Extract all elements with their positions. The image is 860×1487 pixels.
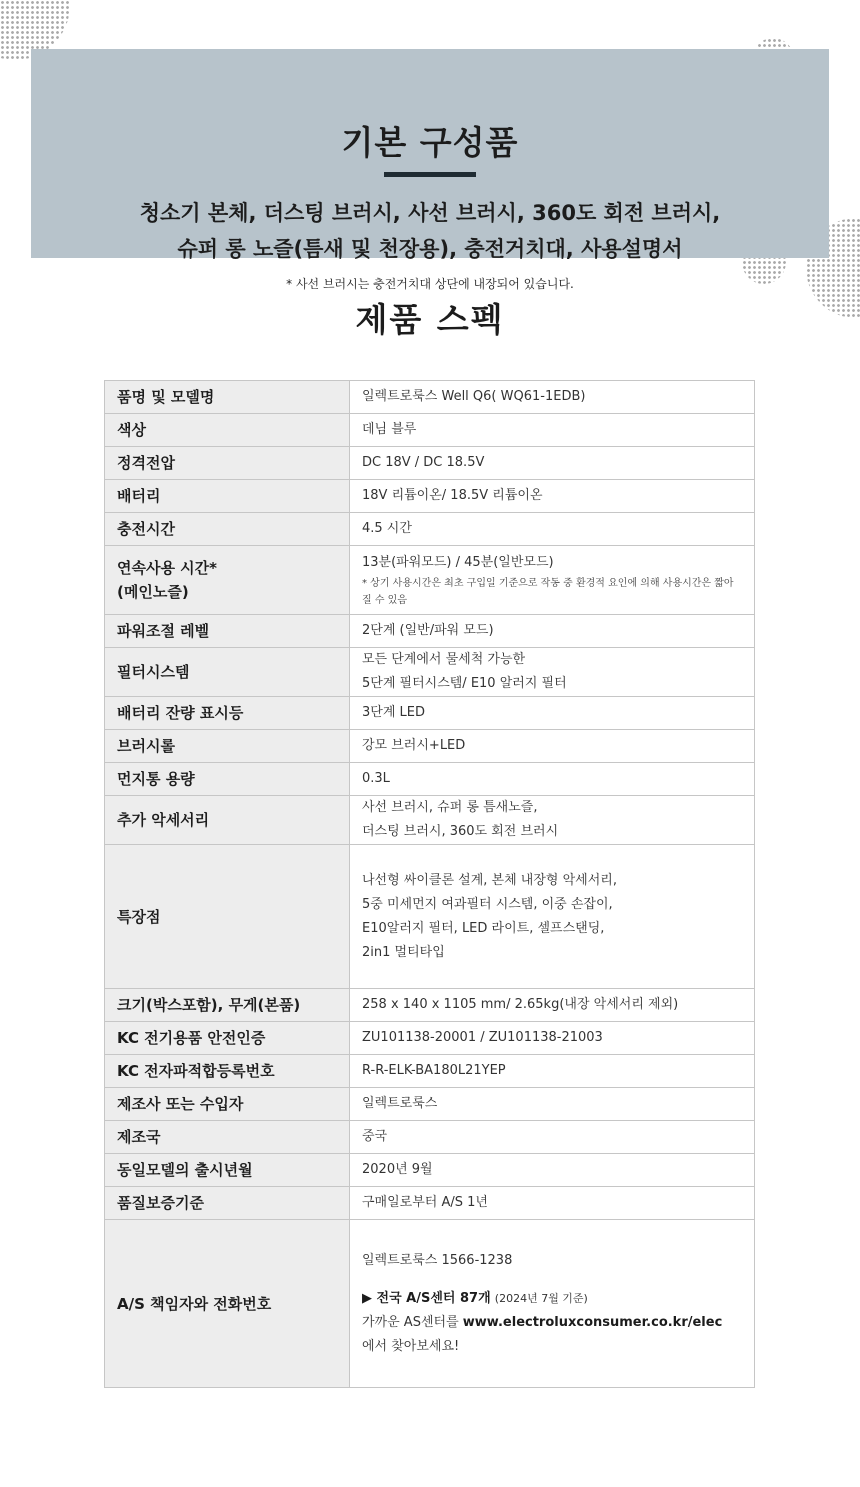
as-center-link-line bbox=[362, 1311, 742, 1335]
spec-value bbox=[350, 546, 755, 615]
spec-value: 4.5 시간 bbox=[350, 513, 755, 546]
feature-line: 2in1 멀티타입 bbox=[362, 944, 445, 960]
spec-value: 중국 bbox=[350, 1121, 755, 1154]
spec-label: 제조사 또는 수입자 bbox=[105, 1088, 350, 1121]
spec-label: 파워조절 레벨 bbox=[105, 615, 350, 648]
spec-table bbox=[104, 380, 755, 1388]
spec-label: 정격전압 bbox=[105, 447, 350, 480]
spec-value: 18V 리튬이온/ 18.5V 리튬이온 bbox=[350, 480, 755, 513]
spec-value-line: 모든 단계에서 물세척 가능한 bbox=[362, 652, 526, 667]
table-row bbox=[105, 730, 755, 763]
spec-value bbox=[350, 648, 755, 697]
spec-label: KC 전기용품 안전인증 bbox=[105, 1022, 350, 1055]
table-row bbox=[105, 381, 755, 414]
usage-time-note: * 상기 사용시간은 최초 구입일 기준으로 작동 중 환경적 요인에 의해 사용시간은 짧아질 수 있음 bbox=[362, 578, 734, 606]
spec-value-line: 더스팅 브러시, 360도 회전 브러시 bbox=[362, 824, 559, 839]
table-row bbox=[105, 1088, 755, 1121]
usage-time-value: 13분(파워모드) / 45분(일반모드) bbox=[362, 555, 554, 570]
spec-value: DC 18V / DC 18.5V bbox=[350, 447, 755, 480]
table-row bbox=[105, 1055, 755, 1088]
spec-title: 제품 스펙 bbox=[355, 300, 505, 339]
as-center-prefix: 가까운 AS센터를 bbox=[362, 1314, 459, 1330]
components-title: 기본 구성품 bbox=[341, 123, 519, 162]
spec-label: 동일모델의 출시년월 bbox=[105, 1154, 350, 1187]
table-row bbox=[105, 414, 755, 447]
spec-label: 배터리 잔량 표시등 bbox=[105, 697, 350, 730]
table-row bbox=[105, 697, 755, 730]
as-center-suffix: 에서 찾아보세요! bbox=[362, 1338, 460, 1354]
spec-value: ZU101138-20001 / ZU101138-21003 bbox=[350, 1022, 755, 1055]
spec-label: KC 전자파적합등록번호 bbox=[105, 1055, 350, 1088]
spec-value: 2단계 (일반/파워 모드) bbox=[350, 615, 755, 648]
spec-label: A/S 책임자와 전화번호 bbox=[105, 1220, 350, 1388]
spec-value: 3단계 LED bbox=[350, 697, 755, 730]
spec-label-line: 연속사용 시간* bbox=[117, 559, 218, 577]
components-note: * 사선 브러시는 충전거치대 상단에 내장되어 있습니다. bbox=[286, 277, 574, 291]
spec-value: 258 x 140 x 1105 mm/ 2.65kg(내장 악세서리 제외) bbox=[350, 989, 755, 1022]
table-row bbox=[105, 796, 755, 845]
as-center-url[interactable]: www.electroluxconsumer.co.kr/elec bbox=[462, 1314, 723, 1330]
spec-label: 특장점 bbox=[105, 845, 350, 989]
as-phone: 일렉트로룩스 1566-1238 bbox=[362, 1252, 513, 1268]
spec-label: 품질보증기준 bbox=[105, 1187, 350, 1220]
components-banner bbox=[31, 49, 829, 291]
spec-value: 일렉트로룩스 Well Q6( WQ61-1EDB) bbox=[350, 381, 755, 414]
table-row bbox=[105, 1022, 755, 1055]
as-center-info bbox=[362, 1287, 742, 1311]
spec-value: 2020년 9월 bbox=[350, 1154, 755, 1187]
spec-value: R-R-ELK-BA180L21YEP bbox=[350, 1055, 755, 1088]
table-row bbox=[105, 1220, 755, 1388]
feature-line: 나선형 싸이클론 설계, 본체 내장형 악세서리, bbox=[362, 872, 617, 888]
spec-label: 크기(박스포함), 무게(본품) bbox=[105, 989, 350, 1022]
spec-label: 브러시롤 bbox=[105, 730, 350, 763]
table-row bbox=[105, 763, 755, 796]
spec-value: 일렉트로룩스 bbox=[350, 1088, 755, 1121]
table-row bbox=[105, 513, 755, 546]
spec-value-line: 사선 브러시, 슈퍼 롱 틈새노즐, bbox=[362, 800, 538, 815]
table-row bbox=[105, 1154, 755, 1187]
components-line-1: 청소기 본체, 더스팅 브러시, 사선 브러시, 360도 회전 브러시, bbox=[139, 201, 721, 225]
table-row bbox=[105, 1187, 755, 1220]
spec-label: 추가 악세서리 bbox=[105, 796, 350, 845]
spec-value bbox=[350, 1220, 755, 1388]
spec-value bbox=[350, 796, 755, 845]
feature-line: 5중 미세먼지 여과필터 시스템, 이중 손잡이, bbox=[362, 896, 613, 912]
spec-label: 먼지통 용량 bbox=[105, 763, 350, 796]
spec-value bbox=[350, 845, 755, 989]
table-row bbox=[105, 615, 755, 648]
table-row bbox=[105, 1121, 755, 1154]
spec-value-line: 5단계 필터시스템/ E10 알러지 필터 bbox=[362, 676, 567, 691]
components-line-2: 슈퍼 롱 노즐(틈새 및 천장용), 충전거치대, 사용설명서 bbox=[177, 237, 683, 261]
spec-value: 데님 블루 bbox=[350, 414, 755, 447]
spec-label bbox=[105, 546, 350, 615]
table-row bbox=[105, 447, 755, 480]
feature-line: E10알러지 필터, LED 라이트, 셀프스탠딩, bbox=[362, 920, 605, 936]
spec-label: 품명 및 모델명 bbox=[105, 381, 350, 414]
as-center-date: (2024년 7월 기준) bbox=[494, 1291, 588, 1305]
spec-value: 구매일로부터 A/S 1년 bbox=[350, 1187, 755, 1220]
spec-label: 제조국 bbox=[105, 1121, 350, 1154]
title-underline bbox=[384, 172, 476, 177]
table-row bbox=[105, 648, 755, 697]
table-row bbox=[105, 989, 755, 1022]
spec-label: 필터시스템 bbox=[105, 648, 350, 697]
spec-value: 강모 브러시+LED bbox=[350, 730, 755, 763]
spec-value: 0.3L bbox=[350, 763, 755, 796]
spec-label-line: (메인노즐) bbox=[117, 583, 189, 601]
table-row bbox=[105, 480, 755, 513]
spec-label: 색상 bbox=[105, 414, 350, 447]
table-row bbox=[105, 546, 755, 615]
table-row bbox=[105, 845, 755, 989]
spec-label: 배터리 bbox=[105, 480, 350, 513]
spec-label: 충전시간 bbox=[105, 513, 350, 546]
as-center-count: ▶ 전국 A/S센터 87개 bbox=[362, 1290, 491, 1306]
